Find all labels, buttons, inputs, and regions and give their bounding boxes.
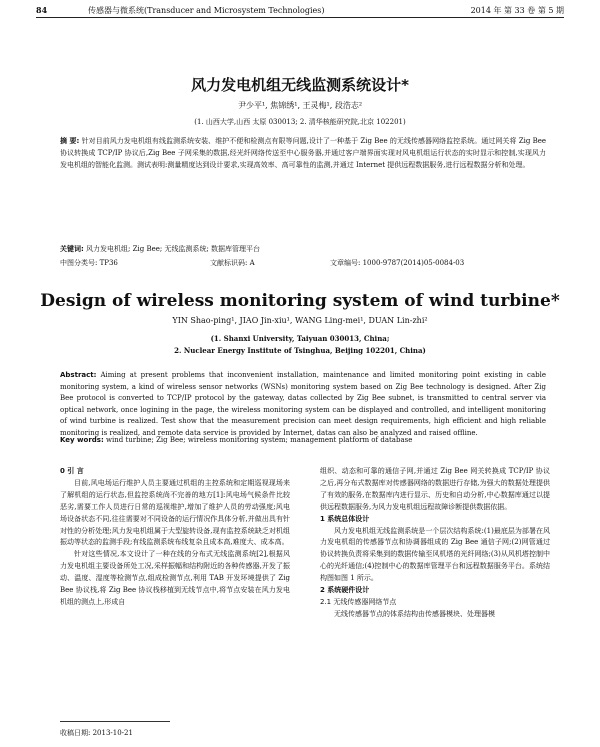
- keywords-cn-text: 风力发电机组; Zig Bee; 无线监测系统; 数据库管理平台: [86, 245, 261, 253]
- authors-cn: 尹少平¹, 焦锦绣¹, 王灵梅¹, 段浩志²: [237, 101, 363, 110]
- abstract-cn-text: 针对目前风力发电机组有线监测系统安装、维护不便和检测点有限等问题,设计了一种基于 Zig Bee 的无线传感器网络监控系统。通过网关将 Zig Bee 协议转换成 TCP/IP 协议后,Zig Bee 子网采集的数据,经光纤网络传送至中心服务器,并通过客户端界面实现对风电机组运行状态的实时显示和控制,实现风力发电机组的智能化监测。测试表明:测量精度达到设计要求,实现高效率、高可靠性的监测,并通过 Internet 提供远程数据服务,进行远程数据分析和处理。: [60, 137, 546, 169]
- affiliation-en-line2: 2. Nuclear Energy Institute of Tsinghua, Beijing 102201, China): [174, 346, 426, 355]
- section-2-heading: 2 系统硬件设计: [320, 586, 370, 595]
- section-1-heading: 1 系统总体设计: [320, 514, 370, 523]
- body-right-column: [320, 466, 550, 621]
- keywords-cn-label: 关键词:: [60, 245, 84, 253]
- keywords-cn: [60, 244, 546, 254]
- affiliation-en-line1: (1. Shanxi University, Taiyuan 030013, China;: [210, 334, 390, 343]
- body-left-column: [60, 466, 290, 609]
- abstract-en: [60, 370, 546, 440]
- abstract-en-label: Abstract:: [60, 371, 97, 379]
- affiliation-cn: (1. 山西大学,山西 太原 030013; 2. 清华核能研究院,北京 102201): [194, 118, 406, 126]
- abstract-cn: [60, 136, 546, 171]
- affiliation-en: [0, 333, 600, 357]
- document-code: 文献标识码: A: [210, 259, 255, 267]
- received-date: 收稿日期: 2013-10-21: [60, 729, 133, 737]
- issue-info: 2014 年 第 33 卷 第 5 期: [470, 6, 564, 15]
- paper-title-en: Design of wireless monitoring system of wind turbine*: [40, 291, 560, 311]
- abstract-en-text: Aiming at present problems that inconvenient installation, maintenance and limited monitoring point existing in cable monitoring system, a kind of wireless sensor networks (WSNs) monitoring system based on Zig Bee technology is designed. After Zig Bee protocol is converted to TCP/IP protocol by the gateway, datas collected by Zig Bee subnet, is transmitted to central server via optical network, once logining in the page, the wireless monitoring system can be displayed and controlled, and intelligent monitoring of wind turbine is realized. Test show that the measurement precision can meet design requirements, high efficient and high reliable monitoring is realized, and remote data service is provided by Internet, datas can also be analyzed and raised offline.: [60, 371, 546, 437]
- paper-title-cn: 风力发电机组无线监测系统设计*: [191, 76, 409, 94]
- keywords-en-label: Key words:: [60, 436, 104, 444]
- section-0-continued: 组织、动态和可靠的通信子网,并通过 Zig Bee 网关转换成 TCP/IP 协议之后,再分布式数据库对传感器网络的数据进行存储,为强大的数据处理提供了有效的服务,在数据库内进行显示、历史和自动分析,中心数据库通过以提供远程数据服务,为风力发电机组远程故障诊断提供数据依据。: [320, 467, 550, 511]
- journal-name: 传感器与微系统(Transducer and Microsystem Technologies): [88, 6, 325, 15]
- header-rule: [36, 17, 564, 18]
- section-0-paragraph-2: 针对这些情况,本文设计了一种在线的分布式无线监测系统[2],根据风力发电机组主要设备所处工况,采样振幅和结构附近的各种传感器,开发了振动、温度、湿度等检测节点,组成检测节点,利用 TAB 开发环境提供了 Zig Bee 协议栈,将 Zig Bee 协议栈移植到无线节点中,将节点安装在风力发电机组的测点上,形成自: [60, 550, 290, 606]
- abstract-cn-label: 摘 要:: [60, 137, 80, 145]
- authors-en: YIN Shao-ping¹, JIAO Jin-xiu¹, WANG Ling-mei¹, DUAN Lin-zhi²: [172, 316, 428, 325]
- footnote-rule: [60, 721, 170, 722]
- keywords-en-text: wind turbine; Zig Bee; wireless monitoring system; management platform of database: [106, 436, 413, 444]
- section-0-heading: 0 引 言: [60, 467, 84, 475]
- section-1-paragraph-1: 风力发电机组无线监测系统是一个层次结构系统:(1)最底层为部署在风力发电机组的传感器节点和协调器组成的 Zig Bee 通信子网;(2)网管通过协议转换负责将采集到的数据传输至风机塔的光纤网络;(3)从风机塔控制中心的光纤通信;(4)控制中心的数据库管理平台和远程数据服务平台。系统结构图如图 1 所示。: [320, 526, 550, 583]
- section-0-paragraph-1: 目前,风电场运行维护人员主要通过机组的主控系统和定期巡视现场来了解机组的运行状态,但监控系统尚不完善的地方[1]:风电场气候条件比较恶劣,需要工作人员进行日常的巡视维护,增加了维护人员的劳动强度;风电场设备状态不同,往往需要对不同设备的运行情况作具体分析,并做出具有针对性的分析处理;风力发电机组属于大型旋转设备,现有监控系统缺乏对机组振动等状态的监测手段;有线监测系统布线复杂且成本高,难度大、成本高。: [60, 478, 290, 547]
- section-2-1-paragraph-1: 无线传感器节点的体系结构由传感器模块、处理器模: [334, 609, 495, 618]
- page-number: 84: [36, 5, 48, 15]
- section-2-1-heading: 2.1 无线传感器网络节点: [320, 597, 397, 606]
- clc-number: 中图分类号: TP36: [60, 259, 118, 267]
- article-id: 文章编号: 1000-9787(2014)05-0084-03: [330, 259, 465, 267]
- keywords-en: [60, 436, 546, 444]
